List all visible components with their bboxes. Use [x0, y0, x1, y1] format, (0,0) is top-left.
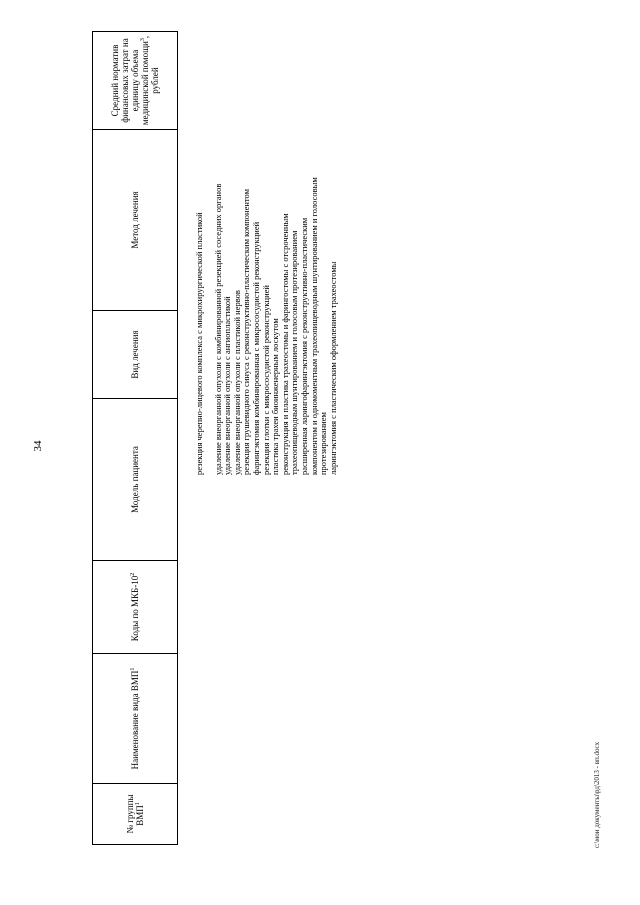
method-item: резекция грушевидного синуса с реконструктивно-пластическим компонентом [241, 189, 252, 475]
header-cell-average-cost: Средний норматив финансовых затрат на единицу объема медицинской помощи$^3$, рублей [93, 32, 178, 130]
header-cell-vmp-name: Наименование вида ВМП$^1$ [93, 654, 178, 784]
header-cell-group-number: № группы ВМП$^1$ [93, 784, 178, 845]
method-item: реконструкция и пластика трахеостомы и фарингостомы с отсроченным трахеопищеводным шунтированием и голосовым протезированием [279, 213, 300, 475]
method-item: пластика трахеи биоинженерным лоскутом [270, 318, 281, 475]
method-item: удаление внеорганной опухоли с комбинированной резекцией соседних органов [212, 183, 223, 475]
method-item: резекция черепно-лицевого комплекса с микрохирургической пластикой [194, 212, 204, 475]
method-item: удаление внеорганной опухоли с пластикой нервов [231, 290, 242, 475]
method-item: ларингэктомия с пластическим оформлением трахеостомы [327, 261, 338, 475]
method-item: резекция глотки с микрососудистой реконструкцией [260, 285, 271, 475]
header-row [93, 32, 178, 845]
header-cell-treatment-type: Вид лечения [93, 311, 178, 399]
method-item: фарингэктомия комбинированная с микрососудистой реконструкцией [250, 221, 261, 475]
page-number: 34 [32, 440, 44, 452]
method-item: расширенная ларингофарингэктомия с реконструктивно-пластическим компонентом и одномоментным трахеопищеводным шунтированием и голосовым протезированием [298, 177, 329, 475]
rotated-page-content [92, 32, 640, 845]
treatment-method-list [195, 175, 635, 475]
header-cell-treatment-method: Метод лечения [93, 130, 178, 311]
footer-file-path: c:\мои документы\рд\2013 - вп.docx [593, 741, 601, 849]
header-table [92, 31, 178, 845]
header-cell-icd-codes: Коды по МКБ-$10^2$ [93, 561, 178, 654]
header-cell-patient-model: Модель пациента [93, 399, 178, 561]
method-item: удаление внеорганной опухоли с ангиопластикой [222, 296, 233, 475]
